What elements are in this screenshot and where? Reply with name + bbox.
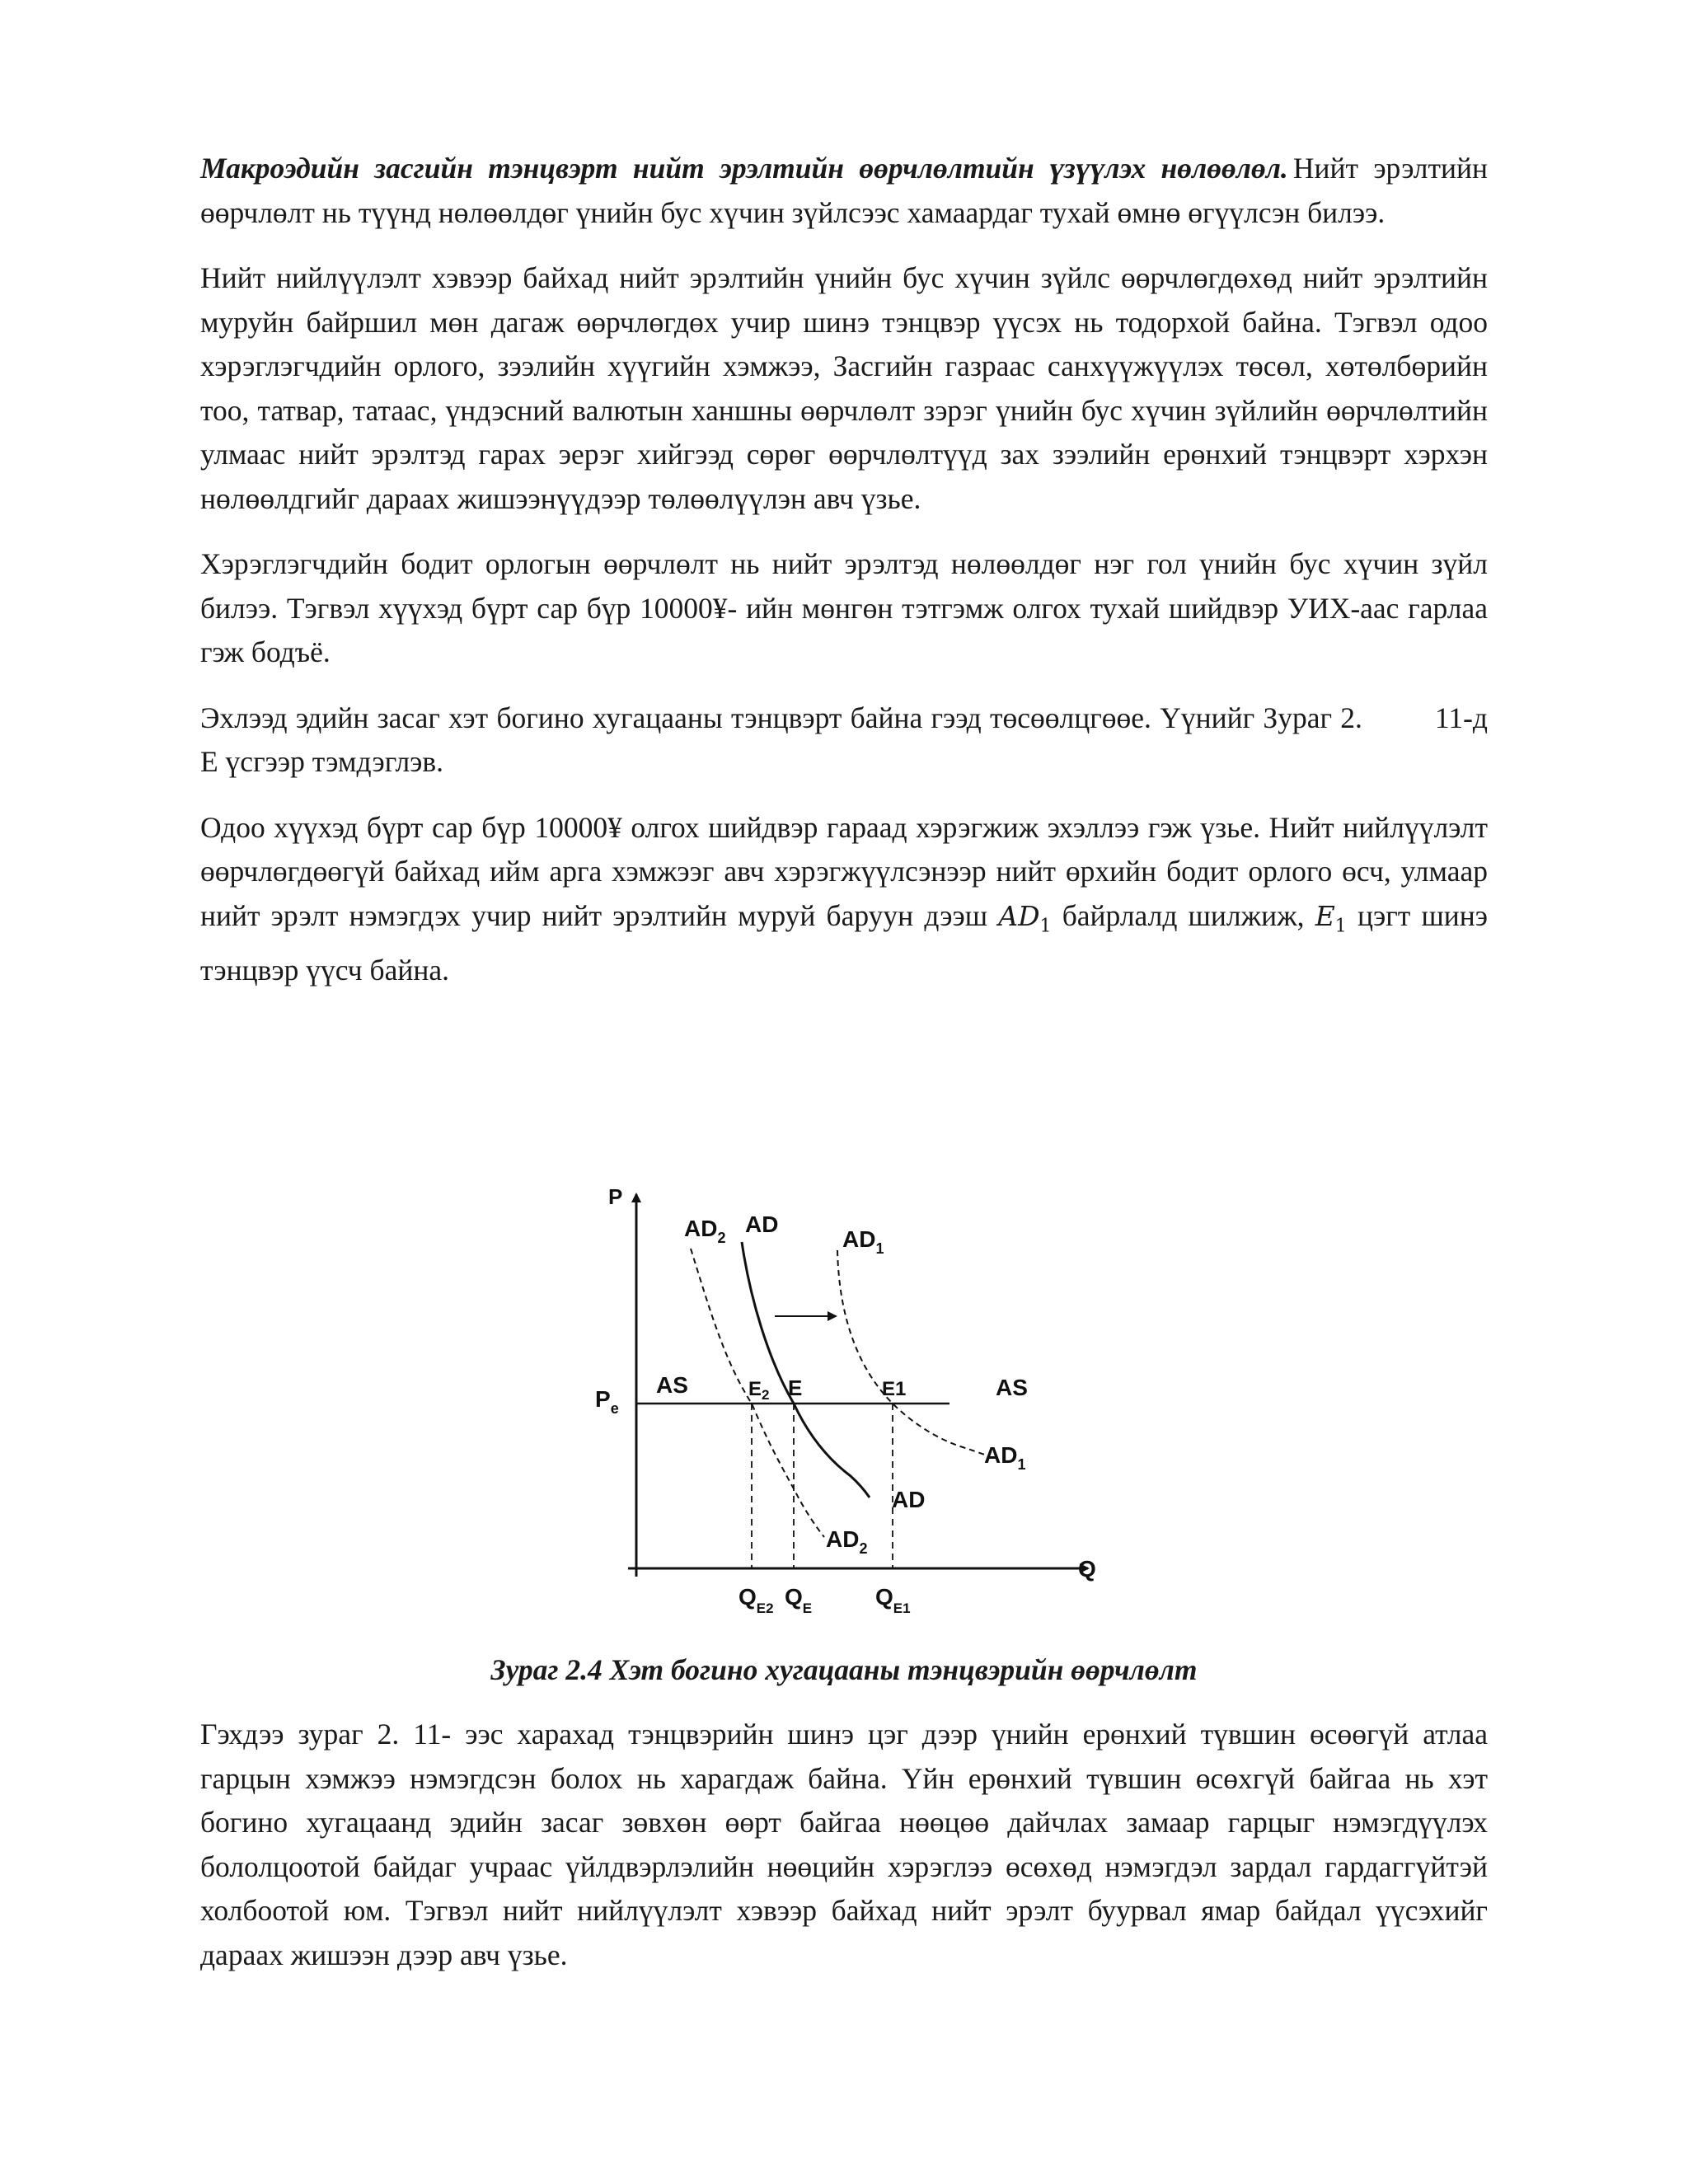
qe-label: $Q_E$ bbox=[785, 1584, 813, 1616]
math-e1: $E_1$ bbox=[1315, 899, 1347, 937]
price-level-label: $P_e$ bbox=[595, 1386, 619, 1417]
paragraph-2: Нийт нийлүүлэлт хэвээр байхад нийт эрэлтийн үнийн бус хүчин зүйлс өөрчлөгдөхөд нийт эрэлтийн муруйн байршил мөн дагаж өөрчлөгдөх учир шинэ тэнцвэр үүсэх нь тодорхой байна. Тэгвэл одоо хэрэглэгчдийн орлого, зээлийн хүүгийн хэмжээ, Засгийн газраас санхүүжүүлэх төсөл, хөтөлбөрийн тоо, татвар, татаас, үндэсний валютын ханшны өөрчлөлт зэрэг үнийн бус хүчин зүйлийн өөрчлөлтийн улмаас нийт эрэлтэд гарах эерэг хийгээд сөрөг өөрчлөлтүүд зах зээлийн ерөнхий тэнцвэрт хэрхэн нөлөөлдгийг дараах жишээнүүдээр төлөөлүүлэн авч үзье. bbox=[200, 261, 1488, 515]
ad2-top-label: $AD_2$ bbox=[684, 1216, 726, 1246]
ad-end-label: AD bbox=[892, 1487, 926, 1512]
paragraph-5-text-b: байрлалд шилжиж, bbox=[1062, 898, 1305, 932]
x-axis-label: Q bbox=[1078, 1556, 1096, 1582]
paragraph-4 bbox=[200, 696, 1488, 785]
ad1-top-label: $AD_1$ bbox=[842, 1226, 884, 1257]
figure-caption: Зураг 2.4 Хэт богино хугацааны тэнцвэрийн өөрчлөлт bbox=[490, 1653, 1198, 1686]
paragraph-3: Хэрэглэгчдийн бодит орлогын өөрчлөлт нь нийт эрэлтэд нөлөөлдөг нэг гол үнийн бус хүчин зүйл билээ. Тэгвэл хүүхэд бүрт сар бүр 10000¥- ийн мөнгөн тэтгэмж олгох тухай шийдвэр УИХ-аас гарлаа гэж бодъё. bbox=[200, 547, 1488, 668]
math-ad1: $AD_1$ bbox=[998, 899, 1052, 937]
paragraph-1-text: Нийт эрэлтийн өөрчлөлт нь түүнд нөлөөлдөг үнийн бус хүчин зүйлсээс хамаардаг тухай өмнө өгүүлсэн билээ. bbox=[200, 152, 1489, 229]
as-label-right: AS bbox=[996, 1375, 1028, 1400]
document-body bbox=[200, 147, 1488, 1014]
paragraph-5 bbox=[200, 806, 1488, 993]
paragraph-6: Гэхдээ зураг 2. 11- ээс харахад тэнцвэрийн шинэ цэг дээр үнийн ерөнхий түвшин өсөөгүй атлаа гарцын хэмжээ нэмэгдсэн болох нь харагдаж байна. Үйн ерөнхий түвшин өсөхгүй байгаа нь хэт богино хугацаанд эдийн засаг зөвхөн өөрт байгаа нөөцөө дайчлах замаар гарцыг нэмэгдүүлэх бололцоотой байдаг учраас үйлдвэрлэлийн нөөцийн хэрэглээ өсөхөд нэмэгдэл зардал гардаггүйтэй холбоотой юм. Тэгвэл нийт нийлүүлэлт хэвээр байхад нийт эрэлт буурвал ямар байдал үүсэхийг дараах жишээн дээр авч үзье. bbox=[200, 1718, 1488, 1971]
paragraph-5-text-c: цэгт шинэ тэнцвэр үүсч байна. bbox=[200, 898, 1489, 987]
ad1-curve bbox=[837, 1250, 985, 1455]
qe1-label: $Q_{E1}$ bbox=[875, 1584, 911, 1616]
ad-top-label: AD bbox=[745, 1212, 779, 1237]
e1-label: E1 bbox=[882, 1378, 907, 1400]
as-label-left: AS bbox=[656, 1372, 688, 1398]
y-axis-label: P bbox=[608, 1184, 623, 1209]
section-heading: Макроэдийн засгийн тэнцвэрт нийт эрэлтийн өөрчлөлтийн үзүүлэх нөлөөлөл. bbox=[200, 152, 1288, 185]
e-label: E bbox=[788, 1376, 803, 1400]
ad-as-figure bbox=[577, 1174, 1121, 1636]
ad-as-diagram bbox=[577, 1174, 1121, 1636]
qe2-label: $Q_{E2}$ bbox=[738, 1584, 774, 1616]
paragraph-1 bbox=[200, 147, 1488, 235]
ad-curve bbox=[742, 1242, 870, 1497]
ad1-end-label: $AD_1$ bbox=[984, 1442, 1026, 1473]
ad2-end-label: $AD_2$ bbox=[826, 1526, 868, 1557]
paragraph-5-text-a: Одоо хүүхэд бүрт сар бүр 10000¥ олгох шийдвэр гараад хэрэгжиж эхэллээ гэж үзье. Нийт нийлүүлэлт өөрчлөгдөөгүй байхад ийм арга хэмжээг авч хэрэгжүүлсэнээр нийт өрхийн бодит орлого өсч, улмаар нийт эрэлт нэмэгдэх учир нийт эрэлтийн муруй баруун дээш bbox=[200, 810, 1488, 932]
e2-label: $E_2$ bbox=[748, 1378, 770, 1403]
paragraph-4-text-b: 11-д E үсгээр тэмдэглэв. bbox=[200, 701, 1488, 778]
paragraph-4-text-a: Эхлээд эдийн засаг хэт богино хугацааны тэнцвэрт байна гээд төсөөлцгөөе. Үүнийг Зураг 2. bbox=[200, 701, 1362, 734]
